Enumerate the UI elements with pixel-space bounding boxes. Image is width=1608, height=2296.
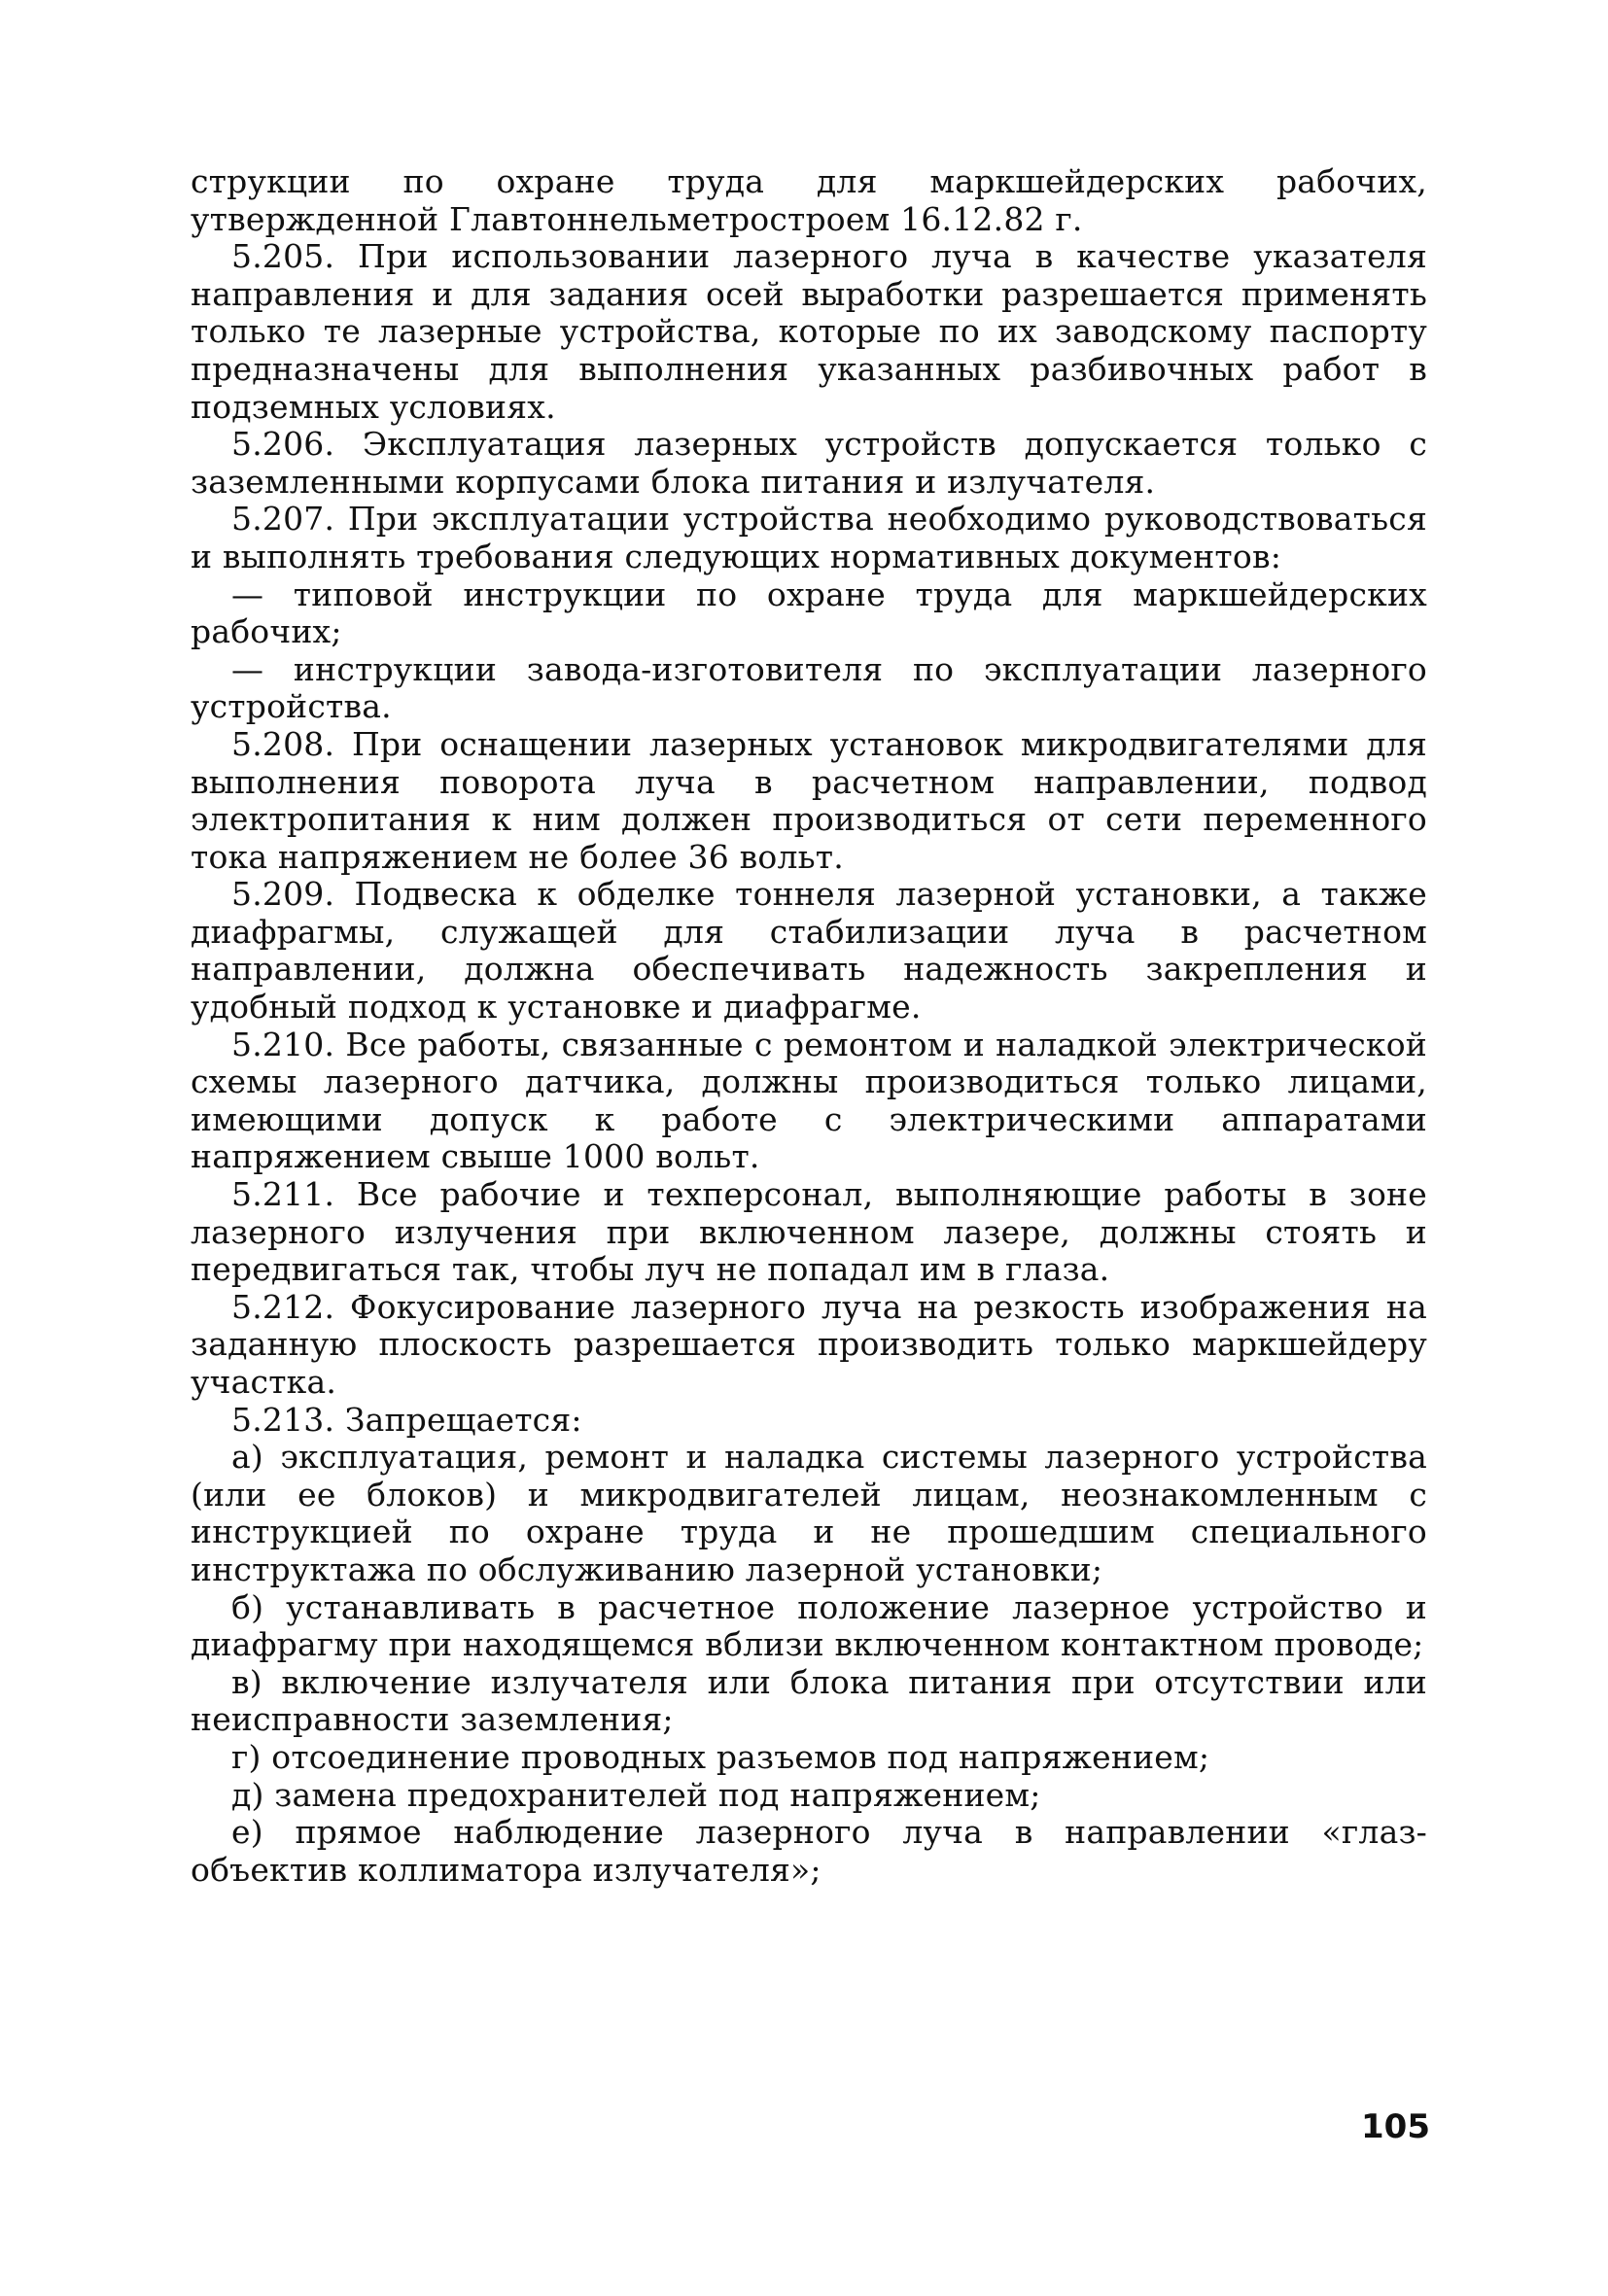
paragraph-5-213: 5.213. Запрещается: <box>231 1400 582 1439</box>
list-item-typical-instruction: — типовой инструкции по охране труда для маркшейдерских рабочих; <box>191 574 1427 651</box>
list-item-v: в) включение излучателя или блока питания при отсутствии или неисправности заземления; <box>191 1662 1427 1739</box>
paragraph-5-206: 5.206. Эксплуатация лазерных устройств допускается только с заземленными корпусами блока питания и излучателя. <box>191 425 1427 501</box>
list-item-a: а) эксплуатация, ремонт и наладка системы лазерного устройства (или ее блоков) и микродвигателей лицам, неознакомленным с инструкцией по охране труда и не прошедшим специального инструктажа по обслуживанию лазерной установки; <box>191 1438 1427 1588</box>
paragraph-5-208: 5.208. При оснащении лазерных установок микродвигателями для выполнения поворота луча в расчетном направлении, подвод электропитания к ним должен производиться от сети переменного тока напряжением не более 36 вольт. <box>191 724 1427 876</box>
paragraph-5-209: 5.209. Подвеска к обделке тоннеля лазерной установки, а также диафрагмы, служащей для стабилизации луча в расчетном направлении, должна обеспечивать надежность закрепления и удобный подход к установке и диафрагме. <box>191 875 1427 1026</box>
paragraph-5-205: 5.205. При использовании лазерного луча в качестве указателя направления и для задания осей выработки разрешается применять только те лазерные устройства, которые по их заводскому паспорту предназначены для выполнения указанных разбивочных работ в подземных условиях. <box>191 237 1427 426</box>
document-page <box>191 163 1427 1889</box>
list-item-e: е) прямое наблюдение лазерного луча в направлении «глаз-объектив коллиматора излучателя»; <box>191 1813 1427 1889</box>
paragraph-5-212: 5.212. Фокусирование лазерного луча на резкость изображения на заданную плоскость разрешается производить только маркшейдеру участка. <box>191 1287 1427 1401</box>
paragraph-5-211: 5.211. Все рабочие и техперсонал, выполняющие работы в зоне лазерного излучения при включенном лазере, должны стоять и передвигаться так, чтобы луч не попадал им в глаза. <box>191 1175 1427 1289</box>
page-number: 105 <box>1361 2107 1430 2146</box>
list-item-g: г) отсоединение проводных разъемов под напряжением; <box>231 1737 1210 1776</box>
paragraph-5-207: 5.207. При эксплуатации устройства необходимо руководствоваться и выполнять требования следующих нормативных документов: <box>191 500 1427 575</box>
paragraph-continuation: струкции по охране труда для маркшейдерских рабочих, утвержденной Главтоннельметростроем 16.12.82 г. <box>191 162 1427 238</box>
paragraph-5-210: 5.210. Все работы, связанные с ремонтом и наладкой электрической схемы лазерного датчика, должны производиться только лицами, имеющими допуск к работе с электрическими аппаратами напряжением свыше 1000 вольт. <box>191 1025 1427 1176</box>
list-item-d: д) замена предохранителей под напряжением; <box>231 1775 1041 1814</box>
list-item-manufacturer-instruction: — инструкции завода-изготовителя по эксплуатации лазерного устройства. <box>191 649 1427 726</box>
list-item-b: б) устанавливать в расчетное положение лазерное устройство и диафрагму при находящемся вблизи включенном контактном проводе; <box>191 1587 1427 1664</box>
